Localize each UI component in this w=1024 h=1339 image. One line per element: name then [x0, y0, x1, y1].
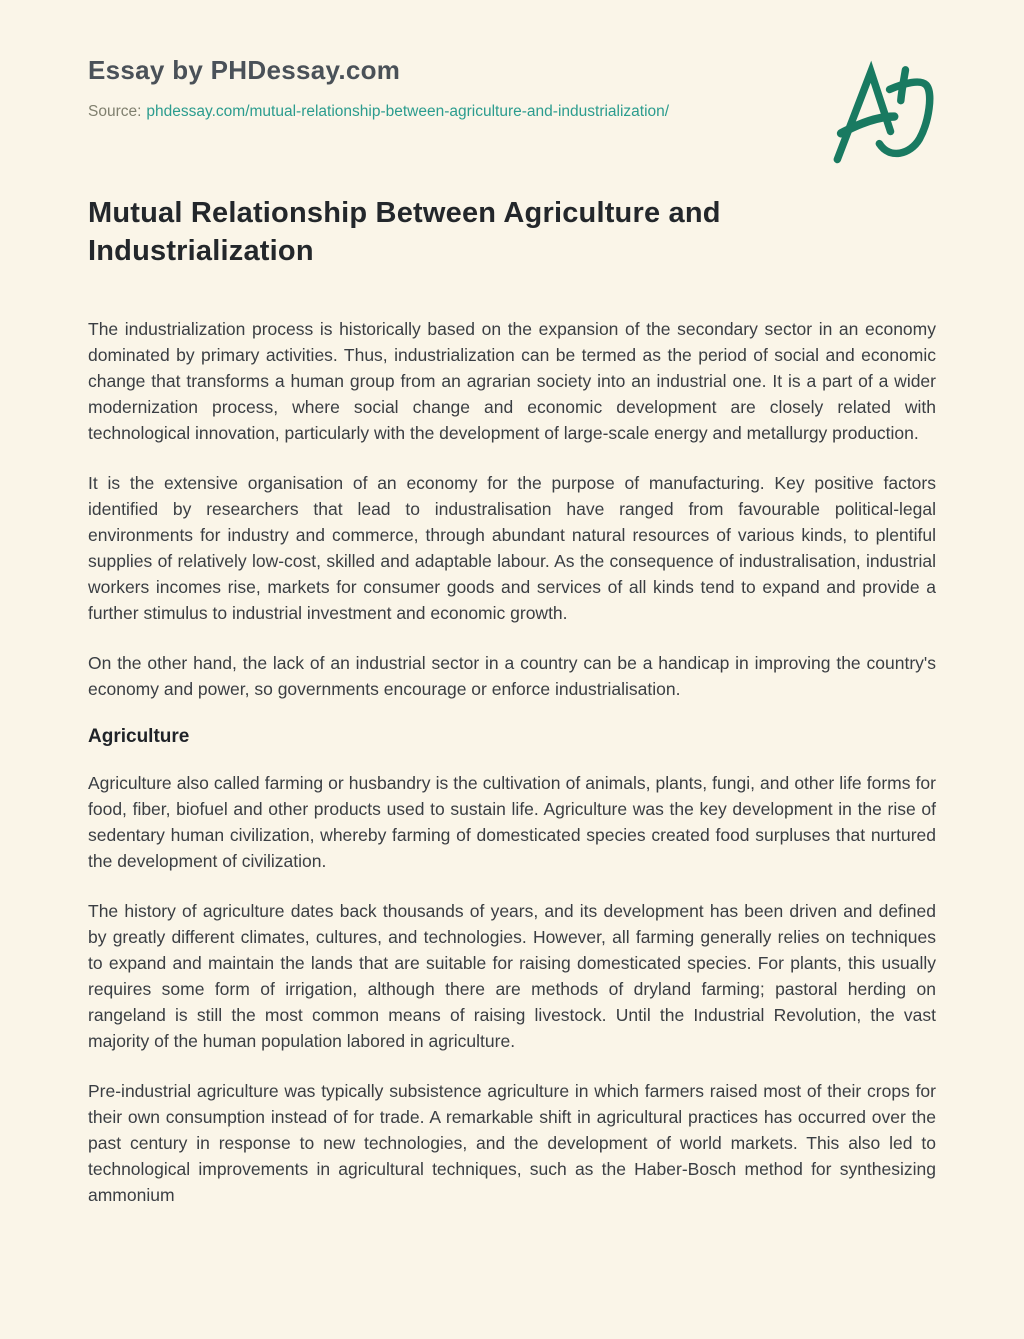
- paragraph-preindustrial-agriculture: Pre-industrial agriculture was typically subsistence agriculture in which farmers raised most of their crops for their own consumption instead of for trade. A remarkable shift in agricultural practices has occurred over the past century in response to new technologies, and the development of world markets. This also led to technological improvements in agricultural techniques, such as the Haber-Bosch method for synthesizing ammonium: [88, 1081, 936, 1206]
- paragraph-history-of-agriculture: The history of agriculture dates back thousands of years, and its development has been driven and defined by greatly different climates, cultures, and technologies. However, all farming generally relies on techniques to expand and maintain the lands that are suitable for raising domesticated species. For plants, this usually requires some form of irrigation, although there are methods of dryland farming; pastoral herding on rangeland is still the most common means of raising livestock. Until the Industrial Revolution, the vast majority of the human population labored in agriculture.: [88, 901, 936, 1052]
- article-title: Mutual Relationship Between Agriculture and Industrialization: [88, 196, 721, 267]
- page-header: [88, 55, 936, 122]
- section-heading-agriculture: Agriculture: [88, 725, 190, 747]
- paragraph-intro-industrialization: The industrialization process is historically based on the expansion of the secondary sector in an economy dominated by primary activities. Thus, industrialization can be termed as the period of social and economic change that transforms a human group from an agrarian society into an industrial one. It is a part of a wider modernization process, where social change and economic development are closely related with technological innovation, particularly with the development of large-scale energy and metallurgy production.: [88, 318, 936, 443]
- essay-content: [88, 194, 936, 1209]
- source-label: Source:: [88, 103, 142, 121]
- paragraph-agriculture-definition: Agriculture also called farming or husbandry is the cultivation of animals, plants, fungi, and other life forms for food, fiber, biofuel and other products used to sustain life. Agriculture was the key development in the rise of sedentary human civilization, whereby farming of domesticated species created food surpluses that nurtured the development of civilization.: [88, 773, 936, 872]
- site-title: Essay by PHDessay.com: [88, 55, 401, 85]
- source-link[interactable]: phdessay.com/mutual-relationship-between-agriculture-and-industrialization/: [146, 103, 670, 121]
- paragraph-extensive-organisation: It is the extensive organisation of an economy for the purpose of manufacturing. Key positive factors identified by researchers that lead to industralisation have ranged from favourable political-legal environments for industry and commerce, through abundant natural resources of various kinds, to plentiful supplies of relatively low-cost, skilled and adaptable labour. As the consequence of industralisation, industrial workers incomes rise, markets for consumer goods and services of all kinds tend to expand and provide a further stimulus to industrial investment and economic growth.: [88, 472, 936, 623]
- paragraph-lack-of-industrial-sector: On the other hand, the lack of an industrial sector in a country can be a handicap in improving the country's economy and power, so governments encourage or enforce industrialisation.: [88, 652, 936, 699]
- a-plus-logo-icon: [828, 58, 940, 176]
- source-line: [88, 102, 936, 121]
